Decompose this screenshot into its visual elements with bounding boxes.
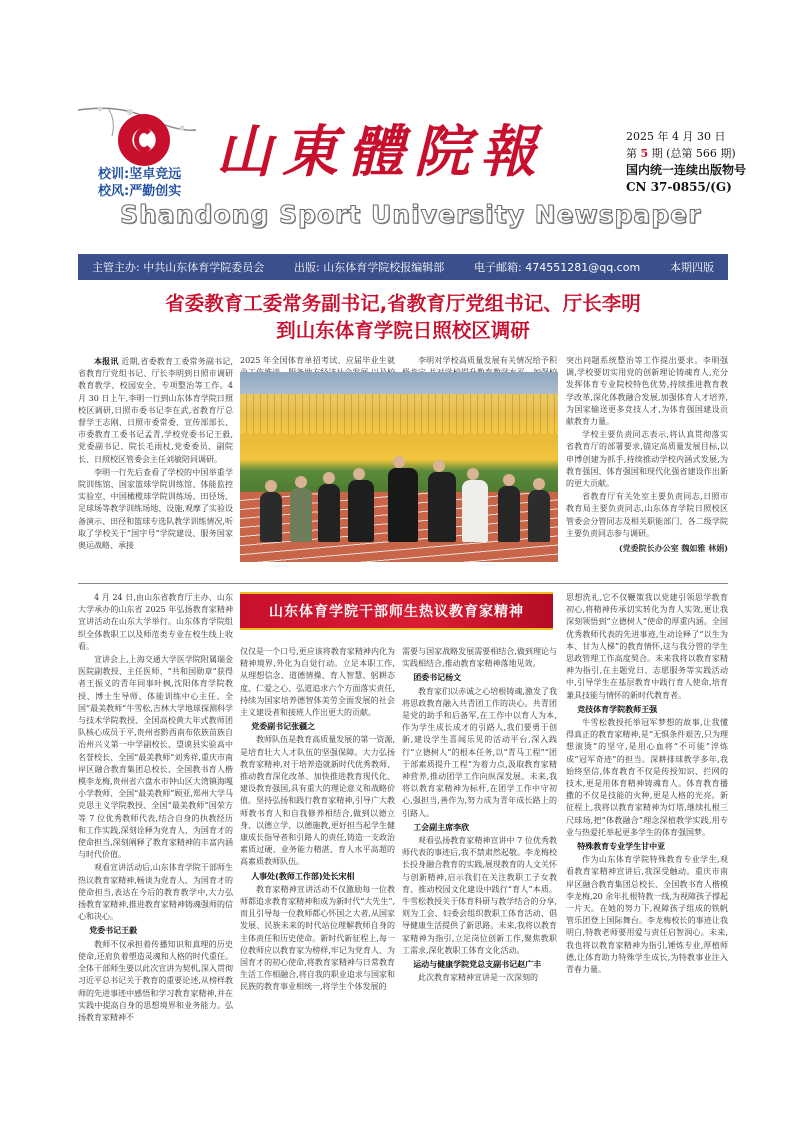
section2-paragraph: 此次教育家精神宣讲是一次深刻的 bbox=[418, 973, 538, 983]
photo-person bbox=[348, 480, 374, 542]
article1-column-3 bbox=[402, 355, 557, 371]
school-motto bbox=[98, 166, 181, 200]
photo-person bbox=[388, 468, 418, 542]
issue-number: 5 bbox=[640, 147, 649, 160]
article1-paragraph-6: 学校主要负责同志表示,将认真贯彻落实省教育厅的部署要求,锚定高质量发展目标,以申博创建为抓手,持续推动学校内涵式发展,为教育强国、体育强国和现代化强省建设作出新的更大贡献。 bbox=[566, 430, 728, 489]
headline-line-1: 省委教育工委常务副书记,省教育厅党组书记、厅长李明 bbox=[165, 292, 641, 315]
publisher-text: 出版: 山东体育学院校报编辑部 bbox=[294, 261, 445, 274]
section2-paragraph: 4 月 24 日,由山东省教育厅主办、山东大学承办的山东省 2025 年弘扬教育家精神宣讲活动在山东大学举行。山东体育学院组织全体教职工以及师范类专业在校生线上收看。 bbox=[78, 593, 233, 651]
speaker-heading: 运动与健康学院党总支副书记赵广丰 bbox=[413, 960, 542, 970]
photo-person bbox=[462, 480, 488, 542]
cn-number: CN 37-0855/(G) bbox=[626, 180, 732, 194]
photo-person bbox=[498, 486, 520, 542]
section2-paragraph: 教育家精神宣讲活动不仅激励每一位教师都追求教育家精神和成为新时代“大先生”,而且引导每一位教师都心怀国之大者,从国家发展、民族未来的时代站位理解教师自身的主体责任和历史使命。新时代新征程上,每一位教师应以教育家为榜样,牢记为党育人、为国育才的初心使命,将教育家精神与日常教育生活工作相融合,将自我的职业追求与国家和民族的教育事业相统一,将学生个体发展的 bbox=[240, 884, 395, 992]
section2-paragraph: 需要与国家战略发展需要相结合,做到理论与实践相结合,推动教育家精神落地见效。 bbox=[402, 647, 557, 669]
inspection-photo bbox=[240, 372, 558, 562]
section2-column-4 bbox=[566, 592, 728, 1124]
article1-paragraph-5: 突出问题系统整治等工作提出要求。李明强调,学校要切实用党的创新理论铸魂育人,充分发挥体育专业院校特色优势,持续推进教育教学改革,深化体教融合发展,加强体育人才培养,为国家输送更多竞技人才,为体育强国建设贡献教育力量。 bbox=[566, 356, 728, 427]
section2-paragraph: 作为山东体育学院特殊教育专业学生,观看教育家精神宣讲后,我深受触动。重庆市南岸区融合教育集团总校长、全国教书育人楷模李龙梅,20 余年扎根特教一线,为视障孩子撑起一片天。在她的努力下,视障孩子组成的铁帆管乐团登上国际舞台。李龙梅校长的事迹让我明白,特教老师要用爱与责任启智润心。未来,我也将以教育家精神为指引,锤炼专业,厚植师德,让体育助力特殊学生成长,为特教事业注入青春力量。 bbox=[566, 855, 728, 975]
section2-paragraph: 教师不仅承担着传播知识和真理的历史使命,还肩负着塑造灵魂和人格的时代重任。全体干部师生要以此次宣讲为契机,深入贯彻习近平总书记关于教育的重要论述,从榜样教师的先进事迹中感悟和学习教育家精神,并在实践中提高自身的思想境界和业务能力。弘扬教育家精神不 bbox=[78, 939, 233, 1022]
article1-paragraph-4: 李明对学校高质量发展有关情况给予积 bbox=[418, 356, 557, 365]
section2-paragraph: 牛雪松教授托举冠军梦想的故事,让我懂得真正的教育家精神,是“无惧条件艰苦,只为理想滚烫”的坚守,是用心血将“不可能”淬炼成“冠军奇迹”的担当。深耕排球教学多年,我始终坚信,体育教育不仅是传授知识、拦网的技术,更是用体育精神铸魂育人。体育教育播撒的不仅是技能的火种,更是人格的光亮。新征程上,我将以教育家精神为灯塔,继续扎根三尺球场,把“体教融合”理念深植教学实践,用专业与热爱托举起更多学生的体育强国梦。 bbox=[566, 718, 728, 837]
section2-paragraph: 仅仅是一个口号,更应该将教育家精神内化为精神境界,外化为自觉行动。立足本职工作,从理想信念、道德情操、育人智慧、躬耕态度、仁爱之心、弘道追求六个方面落实责任,持续为国家培养德智体美劳全面发展的社会主义建设者和接班人作出更大的贡献。 bbox=[240, 647, 395, 718]
speaker-heading: 特殊教育专业学生甘中亚 bbox=[577, 842, 666, 852]
article1-paragraph-2: 李明一行先后查看了学校的中国举重学院训练馆、国家篮球学院训练馆、体能监控实验室、中国橄榄球学院训练场、田径场、足球场等教学训练场地、设施,观摩了实验设备演示、田径和篮球专选队教学训练情况,听取了学校关于“国字号”学院建设、服务国家奥运战略、承接 bbox=[78, 467, 233, 551]
masthead bbox=[78, 100, 747, 245]
article1-paragraph-1: 近期,省委教育工委常务副书记,省教育厅党组书记、厅长李明到日照市调研教育教学、校园安全、专项整治等工作。4 月 30 日上午,李明一行到山东体育学院日照校区调研,日照市委书记李在武,省教育厅总督学王志刚、日照市委常委、宣传部部长、市委教育工委书记孟青,学校党委书记王毅,党委副书记、院长毛雨杖,党委委员、副院长、日照校区管委会主任刘敏陪同调研。 bbox=[78, 357, 233, 464]
article-lead: 本报讯 bbox=[94, 356, 119, 366]
section-banner: 山东体育学院干部师生热议教育家精神 bbox=[240, 592, 553, 630]
speaker-heading: 党委副书记张疆之 bbox=[251, 722, 316, 732]
article1-paragraph-3: 2025 年全国体育单招考试、应届毕业生就 bbox=[240, 356, 395, 365]
speaker-heading: 人事处(教师工作部)处长宋相 bbox=[251, 871, 355, 881]
publisher-info-bar bbox=[78, 254, 728, 280]
article1-byline: (党委院长办公室 魏如雅 林娟) bbox=[618, 543, 728, 554]
article1-column-2 bbox=[240, 355, 395, 371]
speaker-heading: 工会副主席李欣 bbox=[413, 822, 470, 832]
university-logo-icon bbox=[118, 114, 170, 166]
stadium-stands bbox=[240, 394, 558, 434]
section2-paragraph: 观看弘扬教育家精神宣讲中 7 位优秀教师代表的事迹后,我不禁肃然起敬。李龙梅校长投身融合教育的实践,展现教育的人文关怀与创新精神,启示我们在关注教职工子女教育、推动校园文化建设中践行“育人”本质。牛雪松教授关于体育科研与教学结合的分享,则为工会、妇委会组织教职工体育活动、倡导健康生活提供了新思路。未来,我将以教育家精神为指引,立足岗位创新工作,聚焦教职工需求,深化教职工体育文化活动。 bbox=[402, 836, 557, 955]
article1-paragraph-7: 省教育厅有关处室主要负责同志,日照市教育局主要负责同志,山东体育学院日照校区管委会分管同志及相关职能部门、各二级学院主要负责同志参与调研。 bbox=[566, 492, 728, 538]
issue-number-line: 第 5 期 (总第 566 期) bbox=[626, 147, 736, 160]
headline-line-2: 到山东体育学院日照校区调研 bbox=[276, 319, 530, 342]
newspaper-english-title: Shandong Sport University Newspaper bbox=[120, 200, 702, 229]
issue-date: 2025 年 4 月 30 日 bbox=[626, 130, 726, 143]
section2-column-1 bbox=[78, 592, 233, 1124]
photo-person bbox=[428, 472, 456, 542]
speaker-heading: 党委书记王毅 bbox=[89, 926, 138, 936]
article1-column-4 bbox=[566, 355, 728, 577]
photo-person bbox=[260, 492, 282, 542]
serial-label: 国内统一连续出版物号 bbox=[626, 163, 747, 177]
motto-line-2: 校风:严勤创实 bbox=[98, 184, 182, 199]
issue-info bbox=[626, 128, 746, 196]
photo-person bbox=[318, 484, 340, 542]
sponsor-text: 主管主办: 中共山东体育学院委员会 bbox=[92, 261, 265, 274]
section2-paragraph: 观看宣讲活动后,山东体育学院干部师生热议教育家精神,畅谈为党育人、为国育才的使命担当,表达在今后的教育教学中,大力弘扬教育家精神,推进教育家精神铸魂强师的信心和决心。 bbox=[78, 863, 233, 922]
section2-paragraph: 宣讲会上,上海交通大学医学院附属瑞金医院副教授、主任医师、“共和国勋章”获得者王振义的青年同事叶枫,沈阳体育学院教授、博士生导师、体能训练中心主任、全国“最美教师”牛雪松,吉林大学地球探测科学与技术学院教授、全国高校黄大年式教师团队核心成员于平,贵州省黔西南布依族苗族自治州兴义第一中学副校长、望谟县实验高中名誉校长、全国“最美教师”刘秀祥,重庆市南岸区融合教育集团总校长、全国教书育人楷模李龙梅,贵州省六盘水市钟山区大湾镇海嘎小学教师、全国“最美教师”顾亚,郑州大学马克思主义学院教授、全国“最美教师”国荣方等 7 位优秀教师代表,结合自身的执教经历和工作实践,深刻诠释为党育人、为国育才的使命担当,深刻阐释了教育家精神的丰富内涵与时代价值。 bbox=[78, 655, 233, 860]
email-text: 电子邮箱: 474551281@qq.com bbox=[474, 261, 641, 274]
section2-column-2 bbox=[240, 646, 395, 1124]
photo-person bbox=[290, 488, 312, 542]
section2-paragraph: 思想洗礼,它不仅鞭策我以党建引领思学教育初心,将精神传承切实转化为育人实效,更让我深刻领悟到“立德树人”使命的厚重内涵。全国优秀教师代表的先进事迹,生动诠释了“以生为本、甘为人梯”的教育情怀,这与我分管的学生思政管理工作高度契合。未来我将以教育家精神为指引,在主题党日、志愿服务等实践活动中,引导学生在基层教育中践行育人使命,培育兼具技能与情怀的新时代教育者。 bbox=[566, 593, 728, 700]
section-divider bbox=[78, 583, 728, 584]
article1-column-1 bbox=[78, 355, 233, 577]
photo-person bbox=[528, 490, 550, 542]
main-headline bbox=[78, 290, 728, 344]
section2-paragraph: 教育家们以赤诚之心培根铸魂,激发了我将思政教育融入共青团工作的决心。共青团是党的助手和后备军,在工作中以育人为本,作为学生成长成才的引路人,我们要勇于创新,建设学生喜闻乐见的活动平台,深入践行“立德树人”的根本任务,以“青马工程”“团干部素质提升工程”为着力点,汲取教育家精神营养,推动团学工作向纵深发展。未来,我将以教育家精神为标杆,在团学工作中守初心,强担当,善作为,努力成为青年成长路上的引路人。 bbox=[402, 686, 557, 818]
motto-line-1: 校训:坚卓竞远 bbox=[98, 167, 182, 182]
speaker-heading: 团委书记杨文 bbox=[413, 673, 462, 683]
section2-column-3 bbox=[402, 646, 557, 1124]
speaker-heading: 竞技体育学院教师王强 bbox=[577, 704, 658, 714]
section2-paragraph: 教师队伍是教育高质量发展的第一资源,是培育壮大人才队伍的坚强保障。大力弘扬教育家精神,对于培养造就新时代优秀教师、推动教育深化改革、加快推进教育现代化、建设教育强国,具有重大的理论意义和战略价值。坚持弘扬和践行教育家精神,引导广大教师教书育人和自我修养相结合,做到以德立身、以德立学、以德施教,更好担当起学生健康成长指导者和引路人的责任,铸造一支政治素质过硬、业务能力精湛、育人水平高超的高素质教师队伍。 bbox=[240, 735, 395, 867]
pages-text: 本期四版 bbox=[670, 261, 714, 274]
newspaper-title: 山東體院報 bbox=[216, 119, 546, 185]
